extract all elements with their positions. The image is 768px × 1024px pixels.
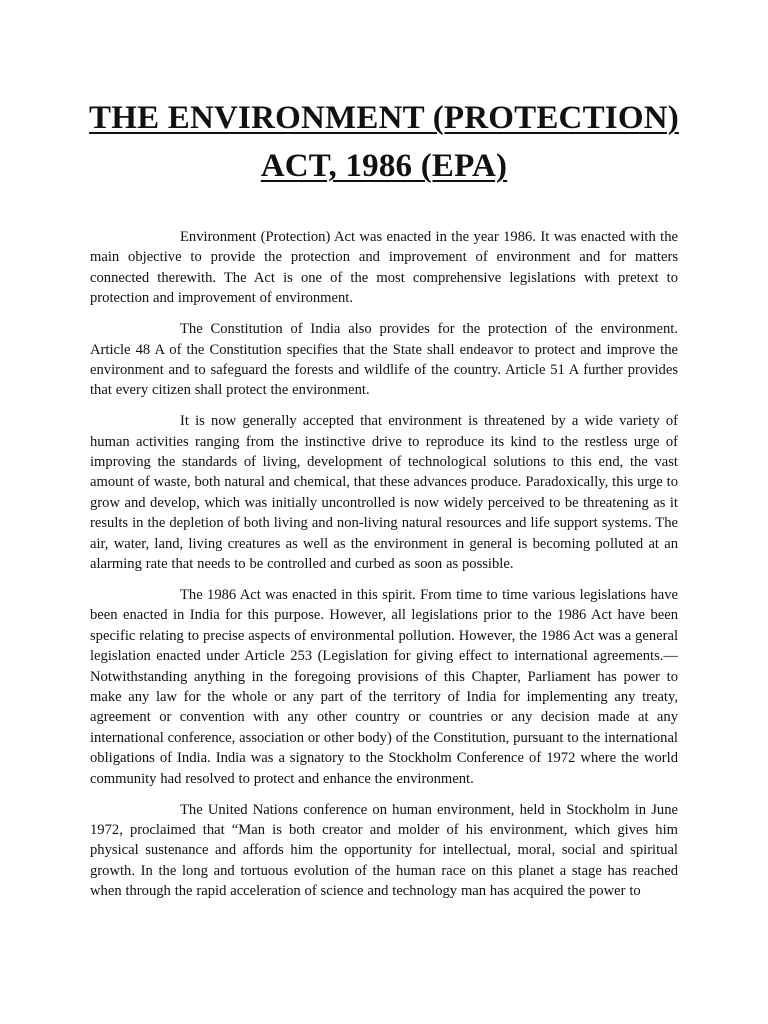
title-line-2: ACT, 1986 (EPA) (260, 148, 508, 184)
document-title (0, 94, 768, 190)
paragraph-5: The United Nations conference on human environment, held in Stockholm in June 1972, proclaimed that “Man is both creator and molder of his environment, which gives him physical sustenance and affords him the opportunity for intellectual, moral, social and spiritual growth. In the long and tortuous evolution of the human race on this planet a stage has reached when through the rapid acceleration of science and technology man has acquired the power to (90, 801, 678, 900)
title-line-1: THE ENVIRONMENT (PROTECTION) (89, 100, 679, 136)
paragraph-3: It is now generally accepted that environment is threatened by a wide variety of human activities ranging from the instinctive drive to reproduce its kind to the restless urge of improving the standards of living, development of technological solutions to this end, the vast amount of waste, both natural and chemical, that these advances produce. Paradoxically, this urge to grow and develop, which was initially uncontrolled is now widely perceived to be threatening as it results in the depletion of both living and non-living natural resources and life support systems. The air, water, land, living creatures as well as the environment in general is becoming polluted at an alarming rate that needs to be controlled and curbed as soon as possible. (90, 413, 678, 573)
paragraph-2: The Constitution of India also provides for the protection of the environment. Article 48 A of the Constitution specifies that the State shall endeavor to protect and improve the environment and to safeguard the forests and wildlife of the country. Article 51 A further provides that every citizen shall protect the environment. (90, 321, 678, 399)
paragraph-4: The 1986 Act was enacted in this spirit. From time to time various legislations have been enacted in India for this purpose. However, all legislations prior to the 1986 Act have been specific relating to precise aspects of environmental pollution. However, the 1986 Act was a general legislation enacted under Article 253 (Legislation for giving effect to international agreements.—Notwithstanding anything in the foregoing provisions of this Chapter, Parliament has power to make any law for the whole or any part of the territory of India for implementing any treaty, agreement or convention with any other country or countries or any decision made at any international conference, association or other body) of the Constitution, pursuant to the international obligations of India. India was a signatory to the Stockholm Conference of 1972 where the world community had resolved to protect and enhance the environment. (90, 587, 678, 787)
document-body (90, 227, 678, 912)
paragraph-1: Environment (Protection) Act was enacted in the year 1986. It was enacted with the main objective to provide the protection and improvement of environment and for matters connected therewith. The Act is one of the most comprehensive legislations with pretext to protection and improvement of environment. (90, 229, 678, 307)
